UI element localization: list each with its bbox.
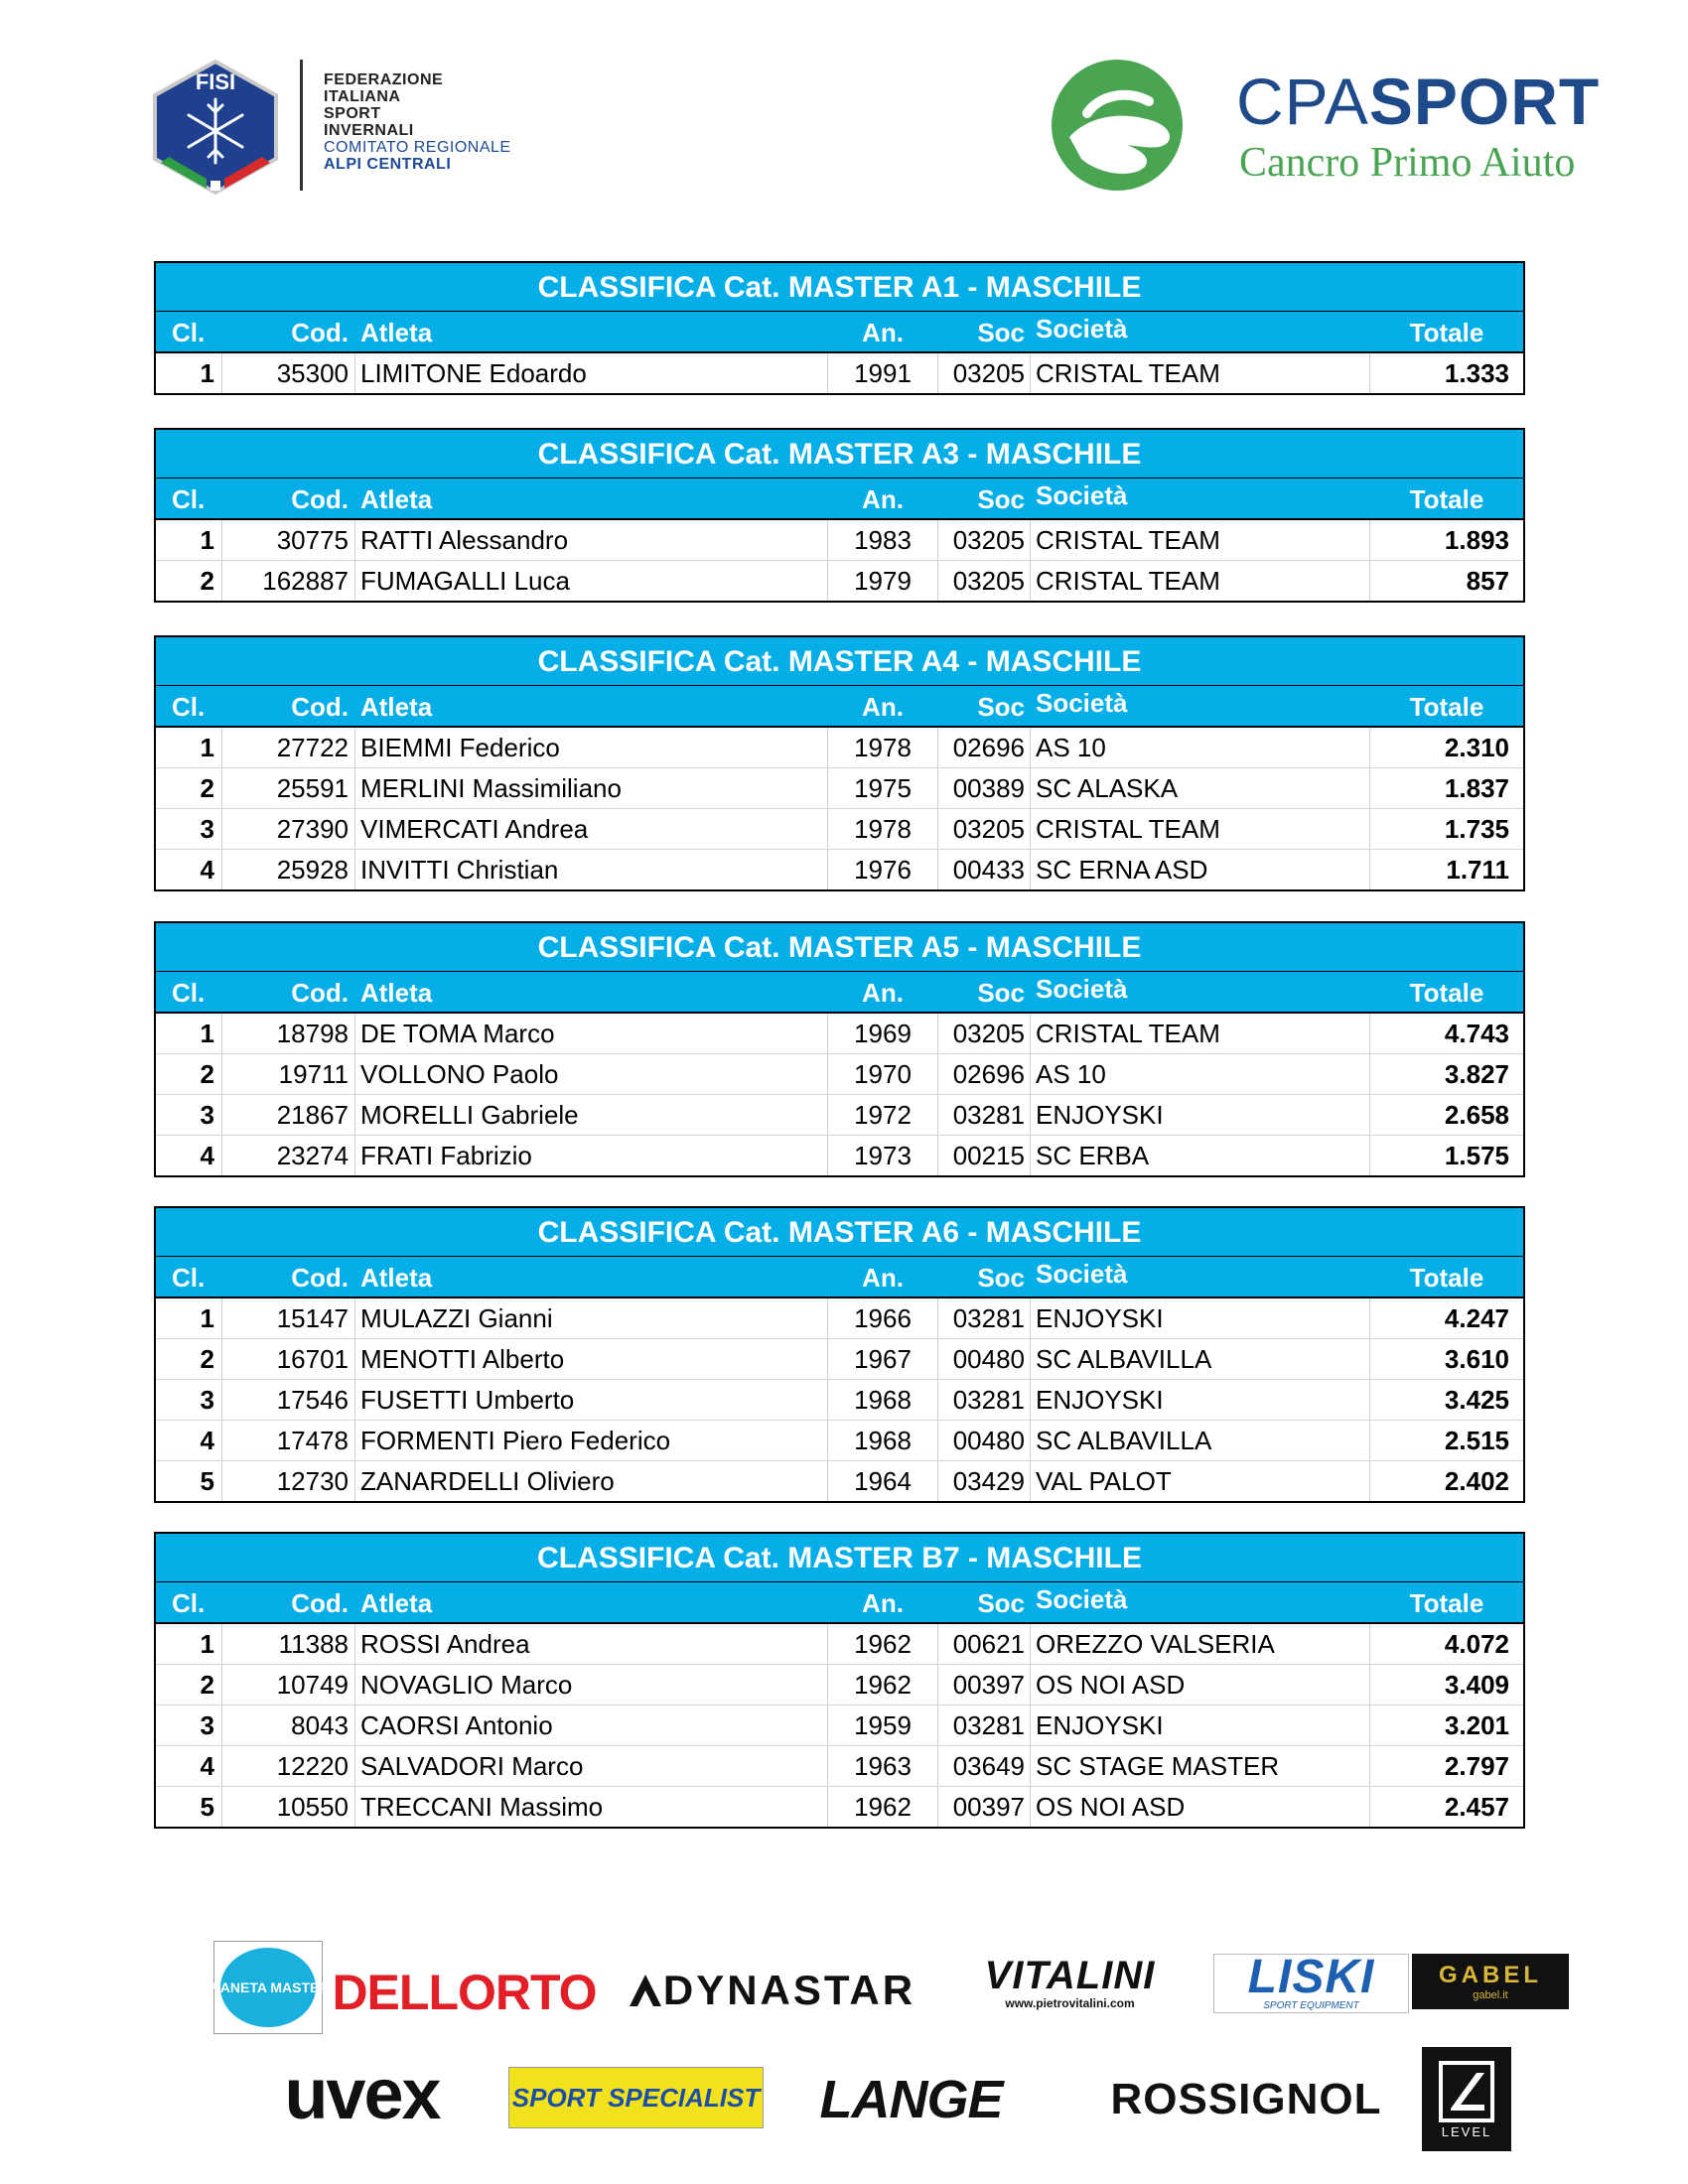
column-header-atleta: Atleta	[354, 972, 827, 1012]
cell-soc: 03205	[937, 353, 1030, 393]
table-row	[156, 1135, 1523, 1175]
fisi-line-2: ITALIANA	[324, 88, 401, 105]
table-row	[156, 1014, 1523, 1053]
column-header-an: An.	[827, 312, 937, 351]
table-header-row	[156, 1257, 1523, 1298]
liski-logo	[1213, 1951, 1409, 2013]
cell-cod: 19711	[221, 1054, 354, 1094]
fisi-divider	[300, 60, 303, 191]
cell-soc: 03429	[937, 1461, 1030, 1501]
cpa-title-light: CPA	[1236, 65, 1369, 138]
dynastar-text: DYNASTAR	[662, 1967, 916, 2013]
cpa-title-bold: SPORT	[1368, 65, 1601, 138]
cell-cl: 2	[200, 773, 214, 803]
ranking-table	[154, 635, 1525, 891]
cell-cl: 2	[200, 1670, 214, 1700]
column-header-cl: Cl.	[172, 978, 206, 1008]
cell-cod: 35300	[221, 353, 354, 393]
cell-atleta: CAORSI Antonio	[354, 1706, 827, 1745]
vitalini-logo	[938, 1954, 1201, 2013]
cell-soc: 03205	[937, 1014, 1030, 1053]
column-header-an: An.	[827, 478, 937, 518]
vitalini-url: www.pietrovitalini.com	[1005, 1996, 1135, 2010]
cell-societa: ENJOYSKI	[1030, 1095, 1369, 1135]
fisi-line-1: FEDERAZIONE	[324, 71, 444, 88]
cell-cod: 27390	[221, 809, 354, 849]
cell-totale: 1.893	[1369, 520, 1523, 560]
cell-soc: 00621	[937, 1624, 1030, 1664]
cell-cl: 2	[200, 566, 214, 596]
fisi-line-4: INVERNALI	[324, 122, 414, 139]
cell-cl: 2	[200, 1059, 214, 1089]
cell-societa: ENJOYSKI	[1030, 1706, 1369, 1745]
cell-atleta: VIMERCATI Andrea	[354, 809, 827, 849]
fisi-shield-icon	[149, 58, 283, 197]
cell-totale: 3.409	[1369, 1665, 1523, 1705]
column-header-societa: Società	[1030, 478, 1369, 518]
cell-soc: 02696	[937, 1054, 1030, 1094]
cell-soc: 00480	[937, 1421, 1030, 1460]
table-row	[156, 1786, 1523, 1827]
cell-cod: 10550	[221, 1787, 354, 1827]
dellorto-logo: DELLORTO	[332, 1965, 597, 2020]
cell-societa: OS NOI ASD	[1030, 1665, 1369, 1705]
table-header-row	[156, 1582, 1523, 1624]
table-row	[156, 1420, 1523, 1460]
column-header-soc: Soc	[937, 1582, 1030, 1622]
fisi-text	[324, 71, 511, 173]
dynastar-logo	[608, 1966, 935, 2015]
cell-cl: 5	[200, 1466, 214, 1496]
table-row	[156, 560, 1523, 601]
table-header-row	[156, 972, 1523, 1014]
column-header-societa: Società	[1030, 1257, 1369, 1297]
cell-atleta: VOLLONO Paolo	[354, 1054, 827, 1094]
cell-societa: CRISTAL TEAM	[1030, 1014, 1369, 1053]
gabel-url: gabel.it	[1473, 1989, 1508, 2001]
ranking-table	[154, 921, 1525, 1177]
uvex-logo: uvex	[284, 2055, 440, 2134]
table-title: CLASSIFICA Cat. MASTER B7 - MASCHILE	[156, 1534, 1523, 1582]
fisi-line-3: SPORT	[324, 105, 381, 122]
column-header-an: An.	[827, 686, 937, 726]
cell-an: 1962	[827, 1787, 937, 1827]
cell-societa: AS 10	[1030, 728, 1369, 767]
cell-cod: 18798	[221, 1014, 354, 1053]
cell-soc: 03205	[937, 809, 1030, 849]
cell-cod: 23274	[221, 1136, 354, 1175]
column-header-totale: Totale	[1369, 478, 1523, 518]
cell-soc: 00389	[937, 768, 1030, 808]
cell-cod: 16701	[221, 1339, 354, 1379]
table-row	[156, 1460, 1523, 1501]
cell-cod: 25591	[221, 768, 354, 808]
dynastar-triangle-icon	[628, 1973, 663, 2008]
fisi-line-6: ALPI CENTRALI	[324, 156, 452, 173]
cell-an: 1978	[827, 728, 937, 767]
cell-an: 1973	[827, 1136, 937, 1175]
cell-cl: 1	[200, 358, 214, 388]
gabel-logo	[1412, 1954, 1569, 2009]
column-header-totale: Totale	[1369, 972, 1523, 1012]
cell-soc: 00397	[937, 1787, 1030, 1827]
column-header-soc: Soc	[937, 972, 1030, 1012]
cell-atleta: ROSSI Andrea	[354, 1624, 827, 1664]
column-header-cod: Cod.	[221, 1257, 354, 1297]
cpa-sport-logo	[1048, 56, 1628, 195]
cell-atleta: ZANARDELLI Oliviero	[354, 1461, 827, 1501]
table-row	[156, 353, 1523, 393]
table-row	[156, 1053, 1523, 1094]
ranking-table	[154, 428, 1525, 603]
column-header-atleta: Atleta	[354, 1257, 827, 1297]
cpa-subtitle: Cancro Primo Aiuto	[1239, 140, 1576, 186]
cell-atleta: FUMAGALLI Luca	[354, 561, 827, 601]
cell-cod: 12220	[221, 1746, 354, 1786]
pianeta-master-text: PIANETA MASTER	[220, 1948, 316, 2027]
cell-cod: 8043	[221, 1706, 354, 1745]
column-header-totale: Totale	[1369, 1257, 1523, 1297]
column-header-societa: Società	[1030, 312, 1369, 351]
cell-soc: 03281	[937, 1298, 1030, 1338]
table-title: CLASSIFICA Cat. MASTER A3 - MASCHILE	[156, 430, 1523, 478]
table-row	[156, 1298, 1523, 1338]
cell-societa: AS 10	[1030, 1054, 1369, 1094]
level-logo	[1422, 2047, 1511, 2151]
cell-atleta: BIEMMI Federico	[354, 728, 827, 767]
liski-text: LISKI	[1247, 1951, 1375, 2003]
cell-cl: 3	[200, 1710, 214, 1740]
cell-an: 1966	[827, 1298, 937, 1338]
rossignol-logo: ROSSIGNOL	[1110, 2075, 1382, 2123]
cell-soc: 00480	[937, 1339, 1030, 1379]
column-header-cl: Cl.	[172, 484, 206, 514]
column-header-an: An.	[827, 1257, 937, 1297]
cell-soc: 03281	[937, 1380, 1030, 1420]
ranking-table	[154, 261, 1525, 395]
cell-cod: 11388	[221, 1624, 354, 1664]
cell-cod: 30775	[221, 520, 354, 560]
table-row	[156, 808, 1523, 849]
table-row	[156, 1745, 1523, 1786]
cell-an: 1991	[827, 353, 937, 393]
cell-cl: 4	[200, 855, 214, 885]
cell-cod: 12730	[221, 1461, 354, 1501]
column-header-an: An.	[827, 1582, 937, 1622]
cell-societa: CRISTAL TEAM	[1030, 520, 1369, 560]
cell-totale: 3.201	[1369, 1706, 1523, 1745]
cell-cl: 2	[200, 1344, 214, 1374]
column-header-cl: Cl.	[172, 692, 206, 722]
table-header-row	[156, 312, 1523, 353]
table-row	[156, 520, 1523, 560]
cell-soc: 02696	[937, 728, 1030, 767]
column-header-cod: Cod.	[221, 478, 354, 518]
table-title: CLASSIFICA Cat. MASTER A5 - MASCHILE	[156, 923, 1523, 972]
cell-societa: SC ALASKA	[1030, 768, 1369, 808]
cell-cl: 1	[200, 525, 214, 555]
cell-atleta: FRATI Fabrizio	[354, 1136, 827, 1175]
cell-soc: 00397	[937, 1665, 1030, 1705]
cell-cod: 162887	[221, 561, 354, 601]
table-row	[156, 849, 1523, 889]
cell-societa: VAL PALOT	[1030, 1461, 1369, 1501]
cell-cl: 3	[200, 1100, 214, 1130]
cell-cl: 5	[200, 1792, 214, 1822]
cell-cl: 3	[200, 1385, 214, 1415]
cell-atleta: LIMITONE Edoardo	[354, 353, 827, 393]
cell-cod: 15147	[221, 1298, 354, 1338]
cell-cod: 17546	[221, 1380, 354, 1420]
column-header-soc: Soc	[937, 478, 1030, 518]
cell-cl: 4	[200, 1426, 214, 1455]
cell-societa: ENJOYSKI	[1030, 1298, 1369, 1338]
cell-totale: 1.735	[1369, 809, 1523, 849]
cell-atleta: MORELLI Gabriele	[354, 1095, 827, 1135]
cell-an: 1963	[827, 1746, 937, 1786]
cell-cod: 21867	[221, 1095, 354, 1135]
cell-cod: 27722	[221, 728, 354, 767]
column-header-atleta: Atleta	[354, 1582, 827, 1622]
column-header-soc: Soc	[937, 312, 1030, 351]
cell-totale: 4.743	[1369, 1014, 1523, 1053]
column-header-atleta: Atleta	[354, 312, 827, 351]
cell-societa: CRISTAL TEAM	[1030, 561, 1369, 601]
cell-an: 1976	[827, 850, 937, 889]
cell-soc: 00433	[937, 850, 1030, 889]
column-header-soc: Soc	[937, 1257, 1030, 1297]
cell-an: 1964	[827, 1461, 937, 1501]
cell-totale: 1.837	[1369, 768, 1523, 808]
cell-cl: 1	[200, 1629, 214, 1659]
cell-atleta: MENOTTI Alberto	[354, 1339, 827, 1379]
cell-totale: 2.797	[1369, 1746, 1523, 1786]
cell-societa: CRISTAL TEAM	[1030, 809, 1369, 849]
lange-logo: LANGE	[819, 2070, 1003, 2129]
column-header-societa: Società	[1030, 972, 1369, 1012]
column-header-cl: Cl.	[172, 318, 206, 347]
level-text: LEVEL	[1441, 2123, 1492, 2139]
table-row	[156, 1705, 1523, 1745]
cell-cod: 17478	[221, 1421, 354, 1460]
cell-societa: SC ERNA ASD	[1030, 850, 1369, 889]
cell-an: 1970	[827, 1054, 937, 1094]
cell-atleta: TRECCANI Massimo	[354, 1787, 827, 1827]
cell-societa: SC ALBAVILLA	[1030, 1421, 1369, 1460]
column-header-totale: Totale	[1369, 1582, 1523, 1622]
column-header-cod: Cod.	[221, 312, 354, 351]
cell-soc: 03649	[937, 1746, 1030, 1786]
cell-totale: 4.072	[1369, 1624, 1523, 1664]
cell-societa: SC ALBAVILLA	[1030, 1339, 1369, 1379]
cpa-title	[1236, 64, 1600, 139]
cell-totale: 2.515	[1369, 1421, 1523, 1460]
cpa-hand-heart-icon	[1048, 56, 1192, 195]
liski-sub: SPORT EQUIPMENT	[1263, 2000, 1359, 2011]
column-header-soc: Soc	[937, 686, 1030, 726]
cell-societa: SC ERBA	[1030, 1136, 1369, 1175]
cell-societa: SC STAGE MASTER	[1030, 1746, 1369, 1786]
cell-cl: 1	[200, 1303, 214, 1333]
pianeta-master-logo	[207, 1941, 330, 2034]
cell-atleta: RATTI Alessandro	[354, 520, 827, 560]
cell-totale: 2.310	[1369, 728, 1523, 767]
table-header-row	[156, 478, 1523, 520]
table-row	[156, 728, 1523, 767]
cell-atleta: MULAZZI Gianni	[354, 1298, 827, 1338]
cell-totale: 857	[1369, 561, 1523, 601]
cell-atleta: DE TOMA Marco	[354, 1014, 827, 1053]
cell-atleta: FUSETTI Umberto	[354, 1380, 827, 1420]
cell-atleta: SALVADORI Marco	[354, 1746, 827, 1786]
cell-soc: 03281	[937, 1706, 1030, 1745]
fisi-logo	[149, 58, 566, 197]
cell-soc: 03281	[937, 1095, 1030, 1135]
fisi-shield-text: FISI	[195, 69, 236, 94]
cell-atleta: FORMENTI Piero Federico	[354, 1421, 827, 1460]
cell-cl: 1	[200, 733, 214, 762]
cell-an: 1975	[827, 768, 937, 808]
column-header-cl: Cl.	[172, 1263, 206, 1293]
sport-specialist-text: SPORT SPECIALIST	[511, 2083, 761, 2113]
column-header-totale: Totale	[1369, 686, 1523, 726]
cell-totale: 1.575	[1369, 1136, 1523, 1175]
cell-cl: 1	[200, 1019, 214, 1048]
table-row	[156, 1379, 1523, 1420]
cell-societa: OREZZO VALSERIA	[1030, 1624, 1369, 1664]
cell-totale: 3.425	[1369, 1380, 1523, 1420]
table-row	[156, 1338, 1523, 1379]
cell-totale: 2.457	[1369, 1787, 1523, 1827]
column-header-cl: Cl.	[172, 1588, 206, 1618]
table-title: CLASSIFICA Cat. MASTER A1 - MASCHILE	[156, 263, 1523, 312]
column-header-cod: Cod.	[221, 686, 354, 726]
cell-totale: 3.610	[1369, 1339, 1523, 1379]
cell-cl: 4	[200, 1141, 214, 1170]
cell-soc: 03205	[937, 520, 1030, 560]
cell-atleta: MERLINI Massimiliano	[354, 768, 827, 808]
table-title: CLASSIFICA Cat. MASTER A6 - MASCHILE	[156, 1208, 1523, 1257]
cell-an: 1968	[827, 1421, 937, 1460]
cell-an: 1959	[827, 1706, 937, 1745]
table-row	[156, 1624, 1523, 1664]
cell-totale: 2.658	[1369, 1095, 1523, 1135]
cell-totale: 1.711	[1369, 850, 1523, 889]
column-header-cod: Cod.	[221, 972, 354, 1012]
cell-totale: 2.402	[1369, 1461, 1523, 1501]
cell-cl: 3	[200, 814, 214, 844]
fisi-line-5: COMITATO REGIONALE	[324, 139, 511, 156]
table-title: CLASSIFICA Cat. MASTER A4 - MASCHILE	[156, 637, 1523, 686]
table-row	[156, 767, 1523, 808]
cell-soc: 03205	[937, 561, 1030, 601]
column-header-societa: Società	[1030, 686, 1369, 726]
cell-an: 1968	[827, 1380, 937, 1420]
cell-cod: 25928	[221, 850, 354, 889]
column-header-an: An.	[827, 972, 937, 1012]
cell-atleta: NOVAGLIO Marco	[354, 1665, 827, 1705]
ranking-table	[154, 1532, 1525, 1829]
sport-specialist-logo	[508, 2067, 764, 2128]
table-header-row	[156, 686, 1523, 728]
cell-cl: 4	[200, 1751, 214, 1781]
table-row	[156, 1094, 1523, 1135]
cell-totale: 1.333	[1369, 353, 1523, 393]
column-header-atleta: Atleta	[354, 478, 827, 518]
cell-societa: OS NOI ASD	[1030, 1787, 1369, 1827]
cell-an: 1978	[827, 809, 937, 849]
gabel-text: GABEL	[1439, 1962, 1542, 1988]
table-row	[156, 1664, 1523, 1705]
cell-totale: 3.827	[1369, 1054, 1523, 1094]
cell-an: 1972	[827, 1095, 937, 1135]
ranking-table	[154, 1206, 1525, 1503]
column-header-totale: Totale	[1369, 312, 1523, 351]
cell-an: 1979	[827, 561, 937, 601]
column-header-societa: Società	[1030, 1582, 1369, 1622]
cell-an: 1967	[827, 1339, 937, 1379]
cell-an: 1962	[827, 1665, 937, 1705]
cell-societa: CRISTAL TEAM	[1030, 353, 1369, 393]
cell-an: 1983	[827, 520, 937, 560]
cell-cod: 10749	[221, 1665, 354, 1705]
cell-an: 1969	[827, 1014, 937, 1053]
level-mark-icon	[1437, 2059, 1496, 2124]
cell-totale: 4.247	[1369, 1298, 1523, 1338]
cell-atleta: INVITTI Christian	[354, 850, 827, 889]
cell-an: 1962	[827, 1624, 937, 1664]
vitalini-text: VITALINI	[984, 1954, 1156, 1997]
column-header-atleta: Atleta	[354, 686, 827, 726]
cell-societa: ENJOYSKI	[1030, 1380, 1369, 1420]
cell-soc: 00215	[937, 1136, 1030, 1175]
column-header-cod: Cod.	[221, 1582, 354, 1622]
